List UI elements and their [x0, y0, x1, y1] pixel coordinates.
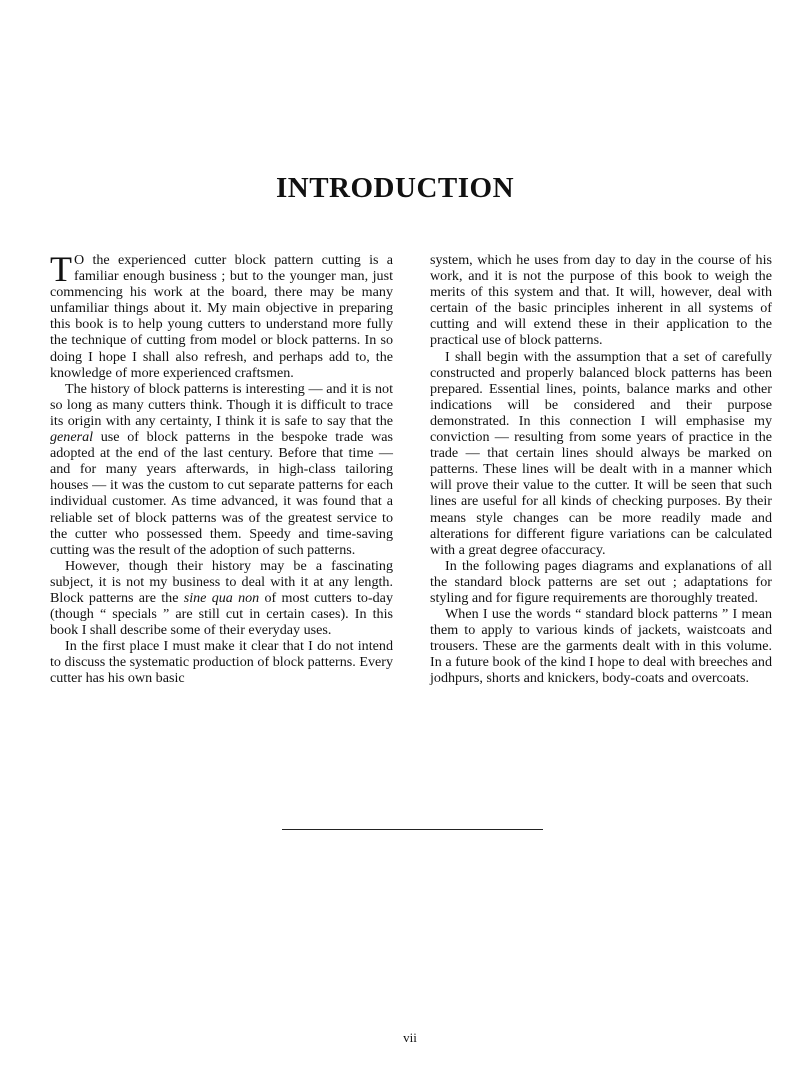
paragraph-text: use of block patterns in the bespoke trade was adopted at the end of the last century. Before that time — and for many years afterwards, in high-class tailoring houses — it was the custom to cut separate patterns for each individual customer. As time advanced, it was found that a reliable set of block patterns was of the greatest service to the cutter who possessed them. Speedy and time-saving cutting was the result of the adoption of such patterns.	[50, 429, 393, 558]
paragraph: system, which he uses from day to day in the course of his work, and it is not the purpose of this book to weigh the merits of this system and that. It will, however, deal with certain of the basic principles inherent in all systems of cutting and will extend these in their application to the practical use of block patterns.	[430, 252, 772, 349]
italic-word: general	[50, 429, 94, 446]
paragraph: In the first place I must make it clear that I do not intend to discuss the systematic production of block patterns. Every cutter has his own basic	[50, 638, 393, 687]
paragraph-text: O the experienced cutter block pattern cutting is a familiar enough business ; but to the younger man, just commencing his work at the board, there may be many unfamiliar things about it. My main objective in preparing this book is to help young cutters to understand more fully the technique of cutting from model or block patterns. In so doing I hope I shall also refresh, and perhaps add to, the knowledge of more experienced craftsmen.	[50, 252, 393, 381]
page-title: INTRODUCTION	[275, 172, 515, 204]
drop-cap: T	[50, 249, 72, 289]
paragraph-text: However, though their history may be a fascinating subject, it is not my business to deal with it at any length. Block patterns are the	[50, 557, 393, 606]
paragraph	[50, 381, 393, 558]
page-number: vii	[403, 1030, 417, 1045]
paragraph	[50, 558, 393, 638]
paragraph: When I use the words “ standard block patterns ” I mean them to apply to various kinds of jackets, waistcoats and trousers. These are the garments dealt with in this volume. In a future book of the kind I hope to deal with breeches and jodhpurs, shorts and knickers, body-coats and overcoats.	[430, 606, 772, 687]
paragraph: I shall begin with the assumption that a set of carefully constructed and properly balanced block patterns has been prepared. Essential lines, points, balance marks and other indications will be considered and their purpose demonstrated. In this connection I will emphasise my conviction — resulting from some years of practice in the trade — that certain lines should always be marked on patterns. These lines will be dealt with in a manner which will prove their value to the cutter. It will be seen that such lines are useful for all kinds of checking purposes. By their means style changes can be more readily made and alterations for different figure variations can be calculated with a great degree ofaccuracy.	[430, 348, 772, 558]
right-column	[430, 252, 772, 687]
paragraph-text: The history of block patterns is interesting — and it is not so long as many cutters think. Though it is difficult to trace its origin with any certainty, I think it is safe to say that the	[50, 380, 393, 429]
paragraph	[50, 249, 393, 381]
paragraph-text: of most cutters to-day (though “ specials ” are still cut in certain cases). In this book I shall describe some of their everyday uses.	[50, 589, 393, 639]
italic-phrase: sine qua non	[183, 589, 260, 606]
section-divider	[282, 829, 543, 830]
left-column	[50, 249, 393, 687]
paragraph: In the following pages diagrams and explanations of all the standard block patterns are set out ; adaptations for styling and for figure requirements are thoroughly treated.	[430, 557, 772, 606]
